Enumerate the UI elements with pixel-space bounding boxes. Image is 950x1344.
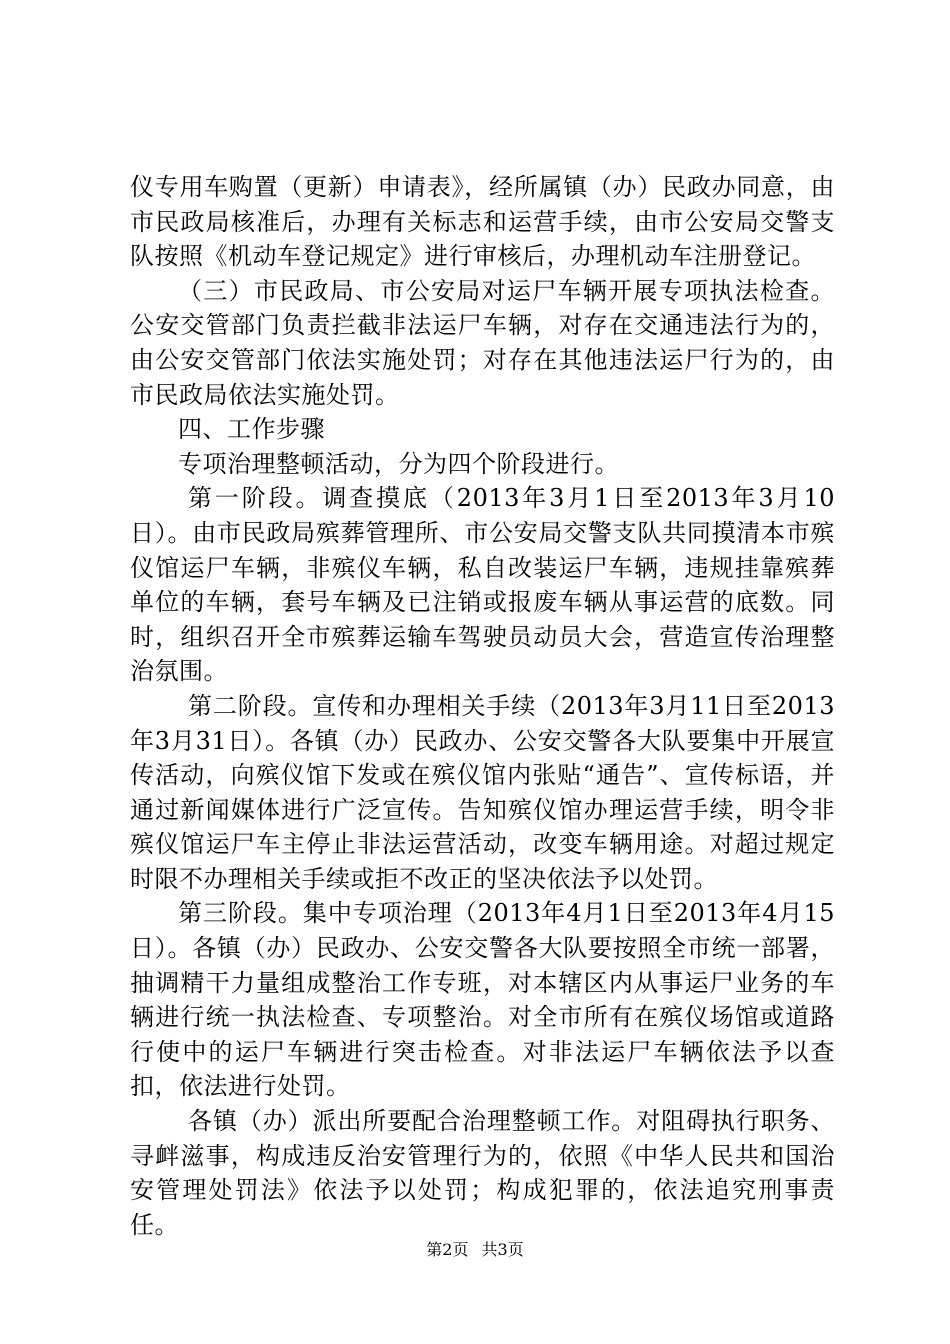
paragraph-stage-three: 第三阶段。集中专项治理（2013年4月1日至2013年4月15日）。各镇（办）民政办、公安交警各大队要按照全市统一部署，抽调精干力量组成整治工作专班，对本辖区内从事运尸业务的车辆进行统一执法检查、专项整治。对全市所有在殡仪场馆或道路行使中的运尸车辆进行突击检查。对非法运尸车辆依法予以查扣，依法进行处罚。: [130, 899, 835, 1101]
paragraph-stage-two: 第二阶段。宣传和办理相关手续（2013年3月11日至2013年3月31日）。各镇（办）民政办、公安交警各大队要集中开展宣传活动，向殡仪馆下发或在殡仪馆内张贴“通告”、宣传标语，并通过新闻媒体进行广泛宣传。告知殡仪馆办理运营手续，明令非殡仪馆运尸车主停止非法运营活动，改变车辆用途。对超过规定时限不办理相关手续或拒不改正的坚决依法予以处罚。: [130, 691, 835, 893]
page-total: 共3页: [481, 1240, 524, 1259]
page-number: 第2页: [426, 1240, 469, 1259]
section-heading-work-steps: 四、工作步骤: [178, 415, 325, 444]
paragraph-police-cooperation: 各镇（办）派出所要配合治理整顿工作。对阻碍执行职务、寻衅滋事，构成违反治安管理行为的，依照《中华人民共和国治安管理处罚法》依法予以处罚；构成犯罪的，依法追究刑事责任。: [130, 1107, 835, 1239]
paragraph-stage-one: 第一阶段。调查摸底（2013年3月1日至2013年3月10日）。由市民政局殡葬管理所、市公安局交警支队共同摸清本市殡仪馆运尸车辆，非殡仪车辆，私自改装运尸车辆，违规挂靠殡葬单位的车辆，套号车辆及已注销或报废车辆从事运营的底数。同时，组织召开全市殡葬运输车驾驶员动员大会，营造宣传治理整治氛围。: [130, 484, 835, 686]
paragraph-registration: 仪专用车购置（更新）申请表》，经所属镇（办）民政办同意，由市民政局核准后，办理有关标志和运营手续，由市公安局交警支队按照《机动车登记规定》进行审核后，办理机动车注册登记。: [130, 173, 835, 271]
page-footer: [0, 1240, 950, 1260]
paragraph-stages-intro: 专项治理整顿活动，分为四个阶段进行。: [178, 449, 619, 478]
paragraph-enforcement: （三）市民政局、市公安局对运尸车辆开展专项执法检查。公安交管部门负责拦截非法运尸车辆，对存在交通违法行为的，由公安交管部门依法实施处罚；对存在其他违法运尸行为的，由市民政局依法实施处罚。: [130, 276, 835, 409]
document-body: [130, 170, 835, 1242]
